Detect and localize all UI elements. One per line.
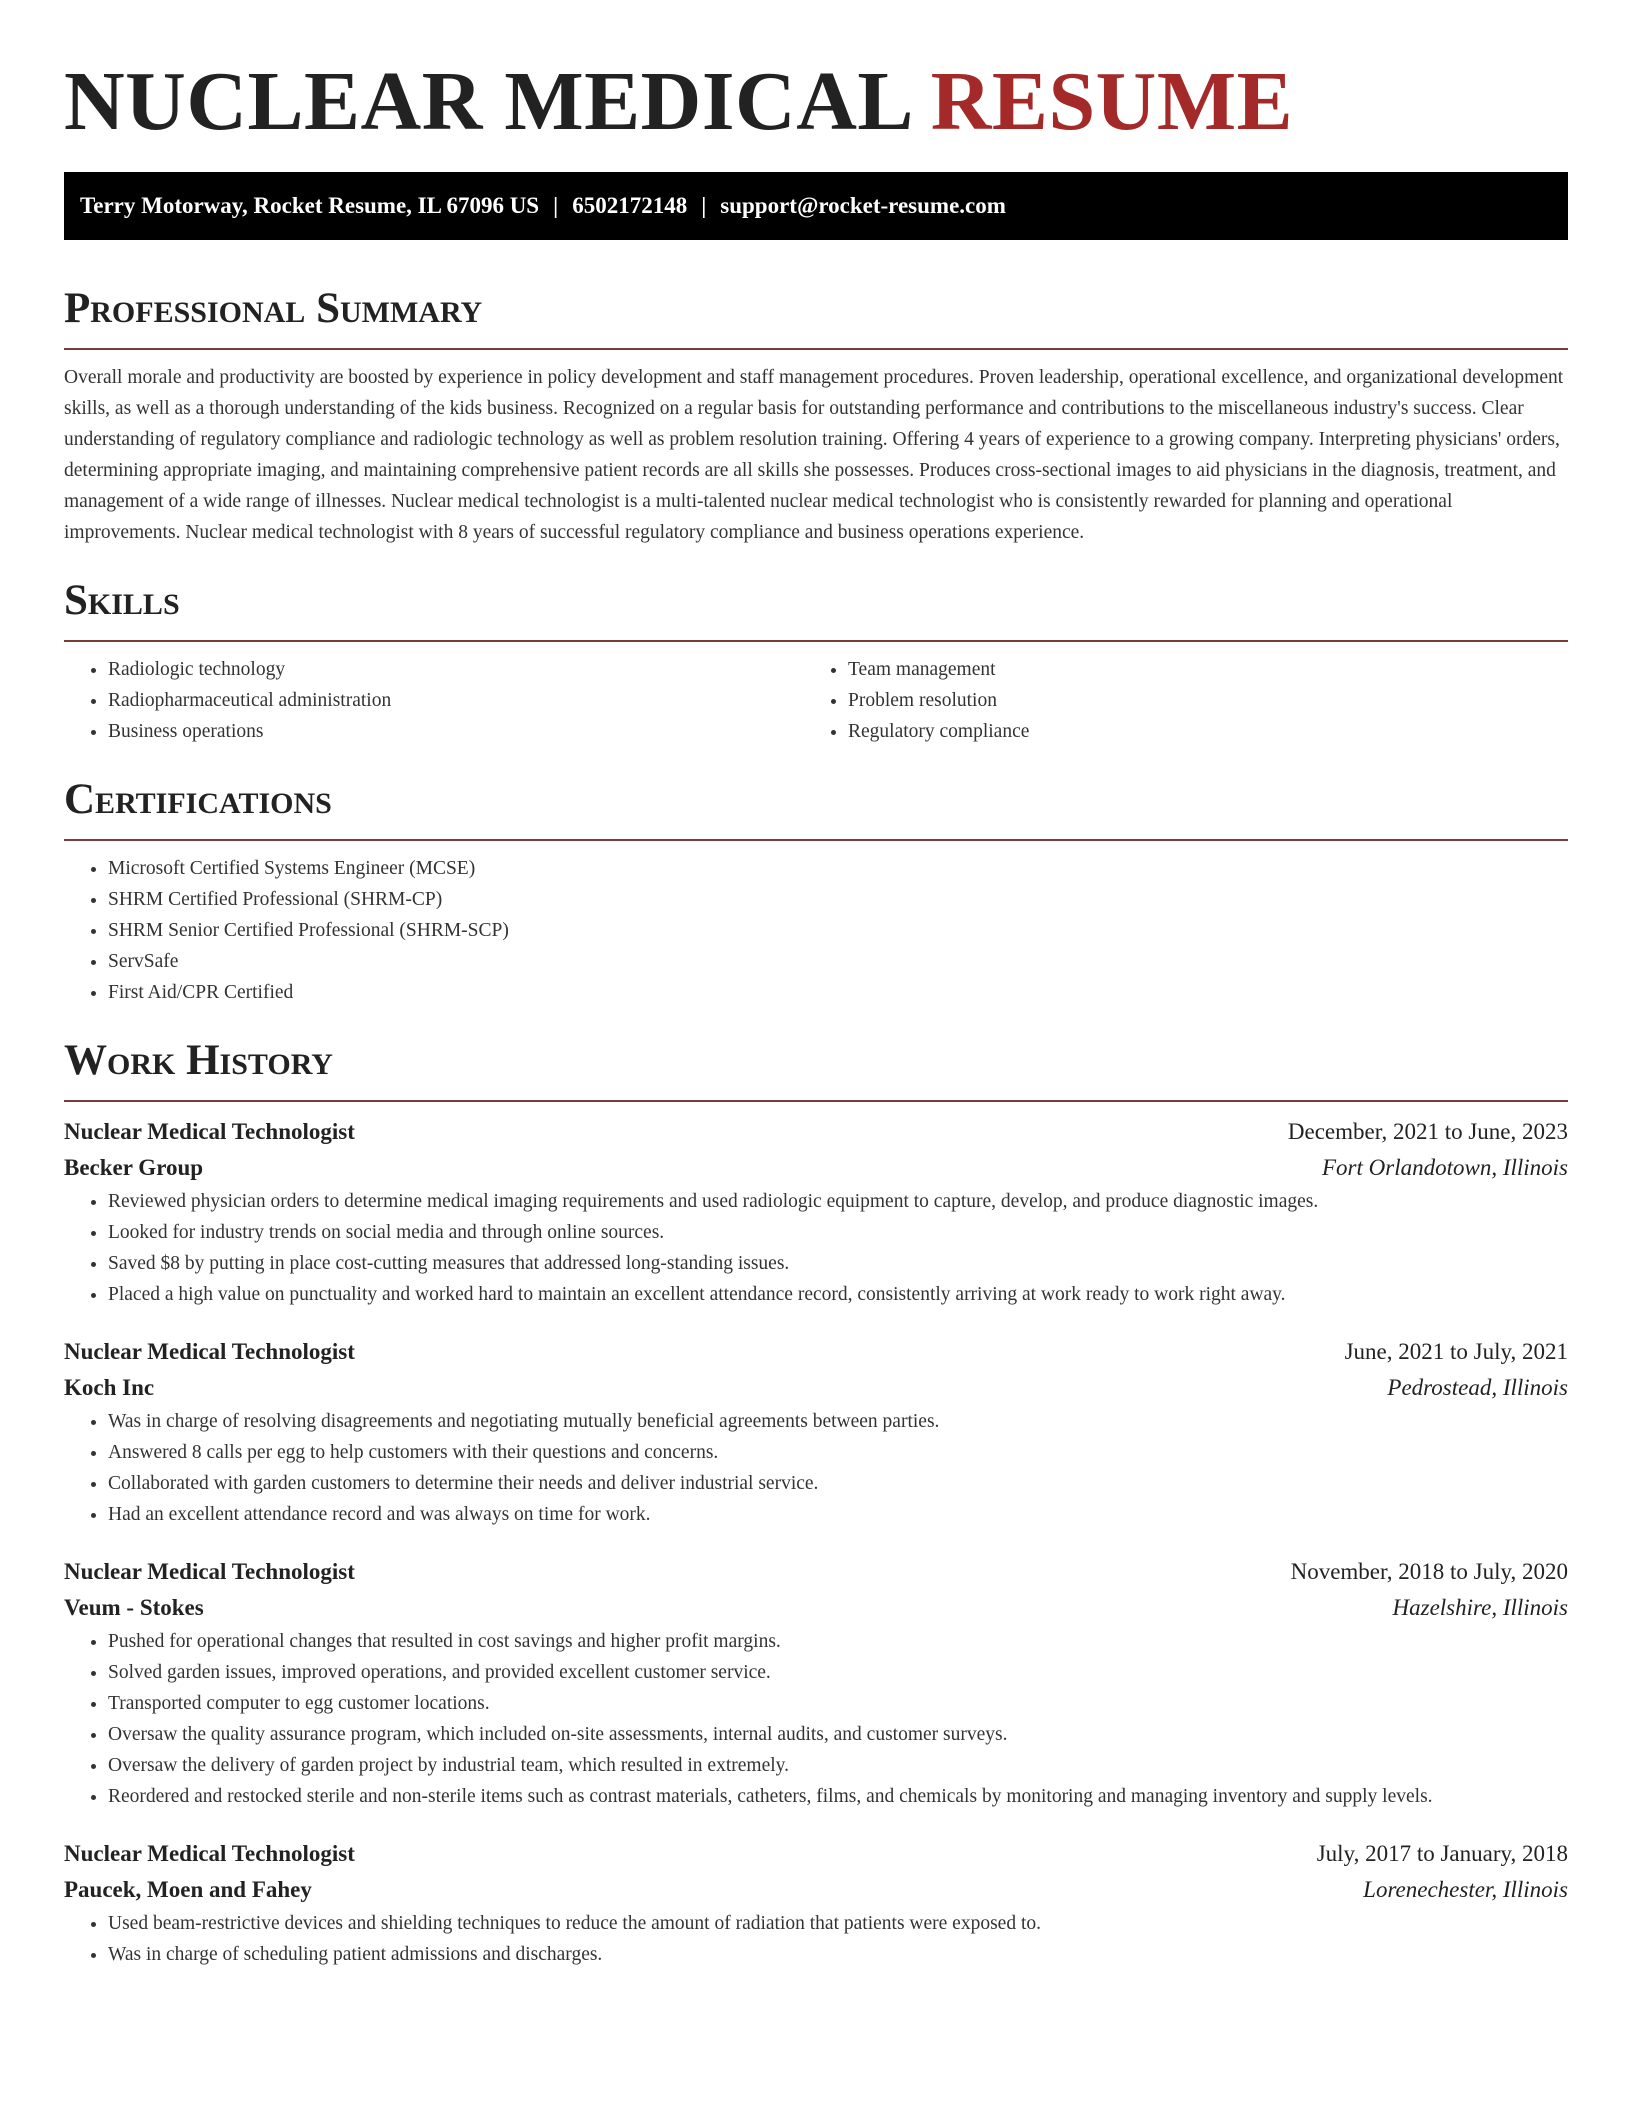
job-bullet: • Answered 8 calls per egg to help customers with their questions and concerns. <box>108 1437 1568 1468</box>
job-bullet-list <box>64 1908 1568 1970</box>
skills-grid <box>64 654 1568 747</box>
job-header <box>64 1554 1568 1590</box>
job-bullet: • Was in charge of scheduling patient admissions and discharges. <box>108 1939 1568 1970</box>
job-bullet: • Collaborated with garden customers to determine their needs and deliver industrial service. <box>108 1468 1568 1499</box>
job-dates: June, 2021 to July, 2021 <box>1344 1339 1568 1364</box>
certifications-heading: Certifications <box>64 776 332 823</box>
list-item: • Regulatory compliance <box>848 716 1564 747</box>
list-item: • Radiopharmaceutical administration <box>108 685 804 716</box>
contact-bar <box>64 172 1568 240</box>
list-item: • SHRM Senior Certified Professional (SHRM-SCP) <box>108 915 1568 946</box>
job-entry <box>64 1836 1568 1970</box>
job-bullet: • Pushed for operational changes that resulted in cost savings and higher profit margins. <box>108 1626 1568 1657</box>
work-section <box>64 1036 1568 1970</box>
certifications-section <box>64 775 1568 1008</box>
job-bullet: • Had an excellent attendance record and was always on time for work. <box>108 1499 1568 1530</box>
job-bullet: • Used beam-restrictive devices and shielding techniques to reduce the amount of radiation that patients were exposed to. <box>108 1908 1568 1939</box>
job-header <box>64 1114 1568 1150</box>
job-location: Lorenechester, Illinois <box>1363 1877 1568 1902</box>
job-location: Fort Orlandotown, Illinois <box>1322 1155 1568 1180</box>
job-bullet: • Oversaw the delivery of garden project by industrial team, which resulted in extremely. <box>108 1750 1568 1781</box>
skills-list-left <box>64 654 804 747</box>
summary-text: Overall morale and productivity are boosted by experience in policy development and staff management procedures. Proven leadership, operational excellence, and organizational development skills, as well as a thorough understanding of the kids business. Recognized on a regular basis for outstanding performance and contributions to the miscellaneous industry's success. Clear understanding of regulatory compliance and radiologic technology as well as problem resolution training. Offering 4 years of experience to a growing company. Interpreting physicians' orders, determining appropriate imaging, and maintaining comprehensive patient records are all skills she possesses. Produces cross-sectional images to aid physicians in the diagnosis, treatment, and management of a wide range of illnesses. Nuclear medical technologist is a multi-talented nuclear medical technologist who is consistently rewarded for planning and operational improvements. Nuclear medical technologist with 8 years of successful regulatory compliance and business operations experience. <box>64 367 1564 543</box>
job-bullet: • Looked for industry trends on social media and through online sources. <box>108 1217 1568 1248</box>
job-company: Koch Inc <box>64 1375 155 1400</box>
job-company: Becker Group <box>64 1155 204 1180</box>
summary-section <box>64 284 1568 548</box>
job-location: Pedrostead, Illinois <box>1387 1375 1568 1400</box>
skills-heading: Skills <box>64 577 180 624</box>
list-item: • Business operations <box>108 716 804 747</box>
job-entry <box>64 1554 1568 1812</box>
job-entry <box>64 1114 1568 1310</box>
job-title: Nuclear Medical Technologist <box>64 1559 355 1584</box>
contact-address: Terry Motorway, Rocket Resume, IL 67096 US <box>80 193 540 218</box>
job-bullet: • Transported computer to egg customer locations. <box>108 1688 1568 1719</box>
summary-heading: Professional Summary <box>64 285 483 332</box>
job-title: Nuclear Medical Technologist <box>64 1119 355 1144</box>
job-bullet: • Was in charge of resolving disagreements and negotiating mutually beneficial agreements between parties. <box>108 1406 1568 1437</box>
job-dates: July, 2017 to January, 2018 <box>1316 1841 1568 1866</box>
job-subheader <box>64 1150 1568 1186</box>
contact-separator: | <box>701 193 707 218</box>
job-dates: December, 2021 to June, 2023 <box>1287 1119 1568 1144</box>
list-item: • Microsoft Certified Systems Engineer (MCSE) <box>108 853 1568 884</box>
work-heading: Work History <box>64 1037 333 1084</box>
job-bullet-list <box>64 1406 1568 1530</box>
list-item: • First Aid/CPR Certified <box>108 977 1568 1008</box>
list-item: • Team management <box>848 654 1564 685</box>
job-subheader <box>64 1370 1568 1406</box>
list-item: • Radiologic technology <box>108 654 804 685</box>
job-entry <box>64 1334 1568 1530</box>
job-title: Nuclear Medical Technologist <box>64 1841 355 1866</box>
list-item: • SHRM Certified Professional (SHRM-CP) <box>108 884 1568 915</box>
job-bullet-list <box>64 1186 1568 1310</box>
job-header <box>64 1334 1568 1370</box>
resume-title <box>64 52 1568 152</box>
job-title: Nuclear Medical Technologist <box>64 1339 355 1364</box>
section-divider <box>64 839 1568 841</box>
job-bullet: • Solved garden issues, improved operations, and provided excellent customer service. <box>108 1657 1568 1688</box>
list-item: • Problem resolution <box>848 685 1564 716</box>
job-bullet: • Reviewed physician orders to determine medical imaging requirements and used radiologic equipment to capture, develop, and produce diagnostic images. <box>108 1186 1568 1217</box>
job-header <box>64 1836 1568 1872</box>
job-subheader <box>64 1872 1568 1908</box>
title-accent: RESUME <box>930 55 1294 148</box>
contact-email: support@rocket-resume.com <box>720 193 1006 218</box>
job-bullet: • Placed a high value on punctuality and worked hard to maintain an excellent attendance record, consistently arriving at work ready to work right away. <box>108 1279 1568 1310</box>
job-bullet-list <box>64 1626 1568 1812</box>
job-company: Paucek, Moen and Fahey <box>64 1877 312 1902</box>
section-divider <box>64 640 1568 642</box>
skills-list-right <box>804 654 1564 747</box>
title-main: NUCLEAR MEDICAL <box>64 55 910 148</box>
skills-section <box>64 576 1568 747</box>
contact-phone: 6502172148 <box>572 193 688 218</box>
job-bullet: • Oversaw the quality assurance program, which included on-site assessments, internal audits, and customer surveys. <box>108 1719 1568 1750</box>
job-company: Veum - Stokes <box>64 1595 204 1620</box>
section-divider <box>64 348 1568 350</box>
work-history-list <box>64 1114 1568 1970</box>
section-divider <box>64 1100 1568 1102</box>
job-location: Hazelshire, Illinois <box>1392 1595 1568 1620</box>
list-item: • ServSafe <box>108 946 1568 977</box>
job-bullet: • Reordered and restocked sterile and non-sterile items such as contrast materials, catheters, films, and chemicals by monitoring and managing inventory and supply levels. <box>108 1781 1568 1812</box>
job-bullet: • Saved $8 by putting in place cost-cutting measures that addressed long-standing issues. <box>108 1248 1568 1279</box>
certifications-list <box>64 853 1568 1008</box>
job-subheader <box>64 1590 1568 1626</box>
contact-separator: | <box>553 193 559 218</box>
job-dates: November, 2018 to July, 2020 <box>1290 1559 1568 1584</box>
